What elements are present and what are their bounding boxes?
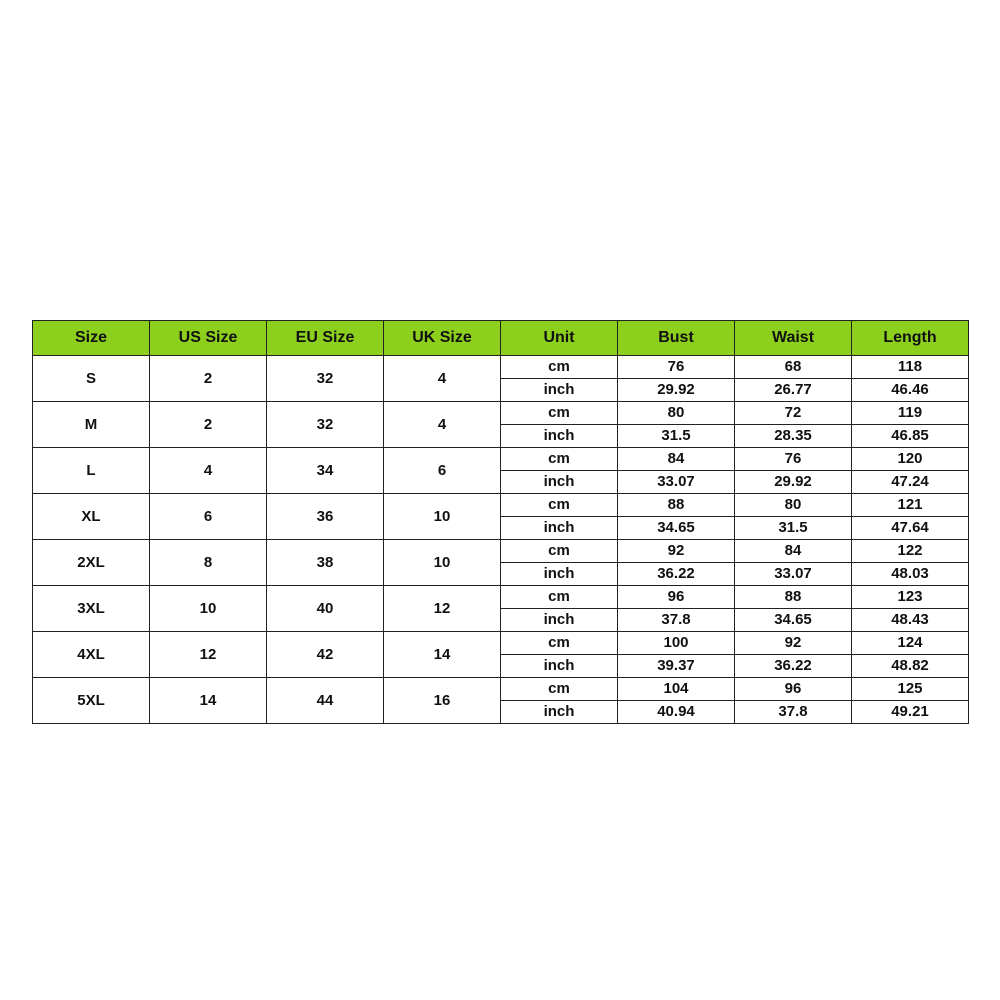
waist-cell: 26.77: [735, 379, 852, 402]
unit-cell: inch: [501, 563, 618, 586]
unit-cell: cm: [501, 632, 618, 655]
table-row: [33, 586, 969, 609]
length-cell: 124: [852, 632, 969, 655]
bust-cell: 29.92: [618, 379, 735, 402]
bust-cell: 36.22: [618, 563, 735, 586]
waist-cell: 33.07: [735, 563, 852, 586]
header-row: [33, 321, 969, 356]
uk-size-cell: 10: [384, 540, 501, 586]
waist-cell: 36.22: [735, 655, 852, 678]
us-size-cell: 12: [150, 632, 267, 678]
unit-cell: cm: [501, 494, 618, 517]
table-row: [33, 678, 969, 701]
column-header-waist: Waist: [735, 321, 852, 356]
us-size-cell: 2: [150, 356, 267, 402]
unit-cell: inch: [501, 609, 618, 632]
length-cell: 120: [852, 448, 969, 471]
bust-cell: 84: [618, 448, 735, 471]
waist-cell: 34.65: [735, 609, 852, 632]
column-header-eu-size: EU Size: [267, 321, 384, 356]
eu-size-cell: 44: [267, 678, 384, 724]
waist-cell: 68: [735, 356, 852, 379]
eu-size-cell: 32: [267, 402, 384, 448]
bust-cell: 39.37: [618, 655, 735, 678]
bust-cell: 31.5: [618, 425, 735, 448]
uk-size-cell: 16: [384, 678, 501, 724]
eu-size-cell: 32: [267, 356, 384, 402]
uk-size-cell: 10: [384, 494, 501, 540]
uk-size-cell: 14: [384, 632, 501, 678]
size-cell: S: [33, 356, 150, 402]
eu-size-cell: 34: [267, 448, 384, 494]
waist-cell: 31.5: [735, 517, 852, 540]
uk-size-cell: 6: [384, 448, 501, 494]
length-cell: 48.82: [852, 655, 969, 678]
length-cell: 46.46: [852, 379, 969, 402]
bust-cell: 104: [618, 678, 735, 701]
unit-cell: inch: [501, 425, 618, 448]
column-header-us-size: US Size: [150, 321, 267, 356]
eu-size-cell: 36: [267, 494, 384, 540]
bust-cell: 33.07: [618, 471, 735, 494]
unit-cell: cm: [501, 356, 618, 379]
waist-cell: 92: [735, 632, 852, 655]
eu-size-cell: 40: [267, 586, 384, 632]
size-chart-table: [32, 320, 969, 724]
table-row: [33, 540, 969, 563]
length-cell: 119: [852, 402, 969, 425]
length-cell: 123: [852, 586, 969, 609]
uk-size-cell: 4: [384, 402, 501, 448]
bust-cell: 40.94: [618, 701, 735, 724]
unit-cell: inch: [501, 379, 618, 402]
unit-cell: cm: [501, 540, 618, 563]
bust-cell: 37.8: [618, 609, 735, 632]
length-cell: 46.85: [852, 425, 969, 448]
unit-cell: inch: [501, 471, 618, 494]
waist-cell: 88: [735, 586, 852, 609]
uk-size-cell: 4: [384, 356, 501, 402]
unit-cell: cm: [501, 448, 618, 471]
table-row: [33, 494, 969, 517]
us-size-cell: 8: [150, 540, 267, 586]
table-row: [33, 632, 969, 655]
us-size-cell: 14: [150, 678, 267, 724]
waist-cell: 96: [735, 678, 852, 701]
size-cell: 5XL: [33, 678, 150, 724]
bust-cell: 96: [618, 586, 735, 609]
bust-cell: 80: [618, 402, 735, 425]
unit-cell: inch: [501, 517, 618, 540]
waist-cell: 28.35: [735, 425, 852, 448]
column-header-unit: Unit: [501, 321, 618, 356]
length-cell: 122: [852, 540, 969, 563]
unit-cell: cm: [501, 586, 618, 609]
bust-cell: 88: [618, 494, 735, 517]
length-cell: 47.64: [852, 517, 969, 540]
bust-cell: 92: [618, 540, 735, 563]
waist-cell: 37.8: [735, 701, 852, 724]
size-chart-body: [33, 356, 969, 724]
column-header-length: Length: [852, 321, 969, 356]
table-row: [33, 402, 969, 425]
length-cell: 48.43: [852, 609, 969, 632]
size-cell: 3XL: [33, 586, 150, 632]
size-chart-header: [33, 321, 969, 356]
unit-cell: inch: [501, 701, 618, 724]
table-row: [33, 448, 969, 471]
bust-cell: 76: [618, 356, 735, 379]
us-size-cell: 2: [150, 402, 267, 448]
waist-cell: 80: [735, 494, 852, 517]
waist-cell: 72: [735, 402, 852, 425]
size-cell: 2XL: [33, 540, 150, 586]
bust-cell: 100: [618, 632, 735, 655]
eu-size-cell: 42: [267, 632, 384, 678]
column-header-uk-size: UK Size: [384, 321, 501, 356]
eu-size-cell: 38: [267, 540, 384, 586]
length-cell: 48.03: [852, 563, 969, 586]
length-cell: 121: [852, 494, 969, 517]
us-size-cell: 4: [150, 448, 267, 494]
us-size-cell: 6: [150, 494, 267, 540]
size-cell: M: [33, 402, 150, 448]
bust-cell: 34.65: [618, 517, 735, 540]
length-cell: 125: [852, 678, 969, 701]
size-cell: XL: [33, 494, 150, 540]
size-cell: L: [33, 448, 150, 494]
unit-cell: cm: [501, 678, 618, 701]
length-cell: 118: [852, 356, 969, 379]
waist-cell: 76: [735, 448, 852, 471]
length-cell: 49.21: [852, 701, 969, 724]
column-header-size: Size: [33, 321, 150, 356]
unit-cell: inch: [501, 655, 618, 678]
uk-size-cell: 12: [384, 586, 501, 632]
us-size-cell: 10: [150, 586, 267, 632]
length-cell: 47.24: [852, 471, 969, 494]
waist-cell: 84: [735, 540, 852, 563]
table-row: [33, 356, 969, 379]
size-cell: 4XL: [33, 632, 150, 678]
column-header-bust: Bust: [618, 321, 735, 356]
waist-cell: 29.92: [735, 471, 852, 494]
unit-cell: cm: [501, 402, 618, 425]
